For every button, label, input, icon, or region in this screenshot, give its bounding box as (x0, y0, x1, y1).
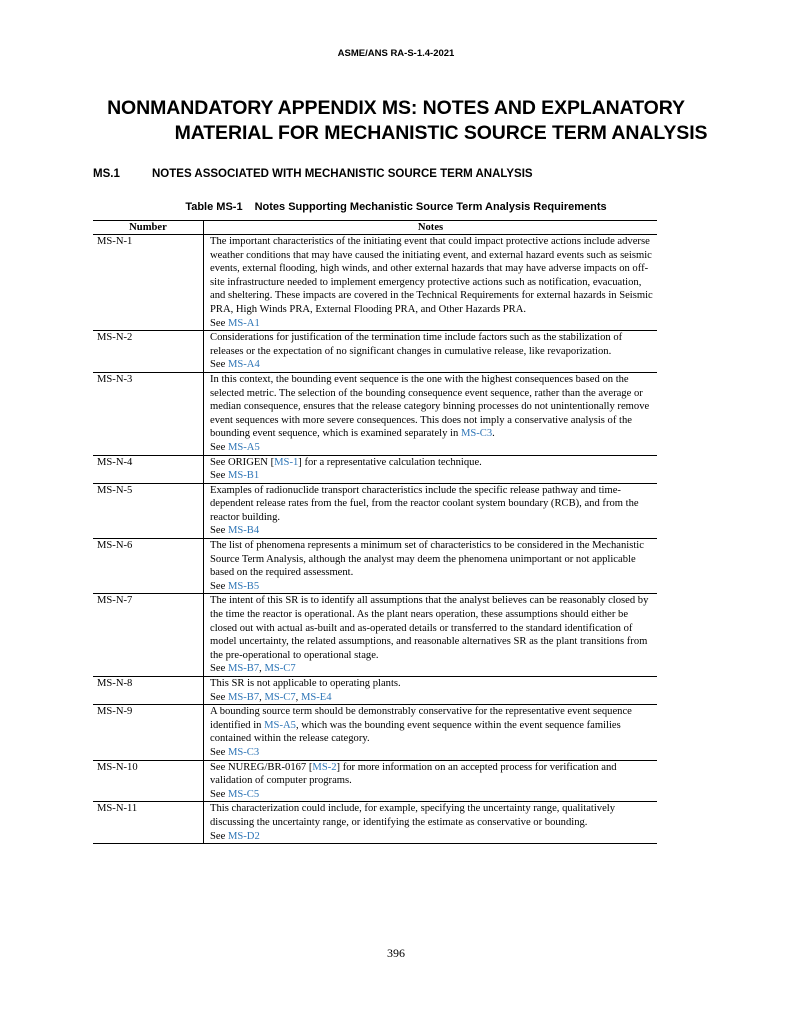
column-header-notes: Notes (204, 221, 658, 235)
see-also (210, 580, 657, 594)
note-text-segment: The important characteristics of the initiating event that could impact protective actions include adverse weather conditions that may have caused the initiating event, and external hazard events such as seismic events, external flooding, high winds, and other external hazards that may have adverse impacts on off-site infrastructure needed to implement emergency protective actions such as notification, evacuation, and sheltering. These impacts are covered in the Technical Requirements for external hazards in Seismic PRA, High Winds PRA, External Flooding PRA, and Other Hazards PRA. (210, 236, 653, 315)
requirement-reference-link[interactable]: MS-D2 (227, 830, 260, 842)
see-also (210, 317, 657, 331)
cross-reference-link[interactable]: MS-A5 (264, 719, 296, 731)
table-row (93, 594, 657, 677)
note-text-segment: In this context, the bounding event sequence is the one with the highest consequences based on the selected metric. The selection of the bounding consequence event sequence, rather than the average or median consequence, ensures that the release category binning processes do not unintentionally remove event sequences with more severe consequences. This does not imply a conservative analysis of the bounding event sequence, which is examined separately in (210, 373, 650, 440)
note-text (210, 677, 657, 691)
table-row (93, 760, 657, 802)
note-text (210, 594, 657, 662)
table-row (93, 705, 657, 760)
note-number: MS-N-5 (93, 483, 204, 538)
see-label: See (210, 830, 228, 842)
requirement-reference-link[interactable]: MS-A1 (227, 317, 260, 329)
note-number: MS-N-11 (93, 802, 204, 844)
table-row (93, 802, 657, 844)
requirement-reference-link[interactable]: MS-B1 (227, 470, 260, 482)
see-label: See (210, 788, 228, 800)
see-label: See (210, 317, 228, 329)
see-also (210, 788, 657, 802)
note-text-segment: Considerations for justification of the termination time include factors such as the stabilization of releases or the expectation of no significant changes in cumulative release, like revaporization. (210, 332, 623, 357)
note-number: MS-N-4 (93, 455, 204, 483)
note-text-segment: ] for a representative calculation technique. (298, 456, 482, 468)
see-also (210, 830, 657, 844)
note-text-segment: . (492, 428, 495, 440)
see-also (210, 358, 657, 372)
see-label: See (210, 525, 228, 537)
see-label: See (210, 470, 228, 482)
requirement-reference-link[interactable]: MS-B7 (227, 663, 260, 675)
cross-reference-link[interactable]: MS-C3 (460, 428, 493, 440)
note-text (210, 373, 657, 441)
table-row (93, 539, 657, 594)
note-number: MS-N-2 (93, 331, 204, 373)
see-also (210, 746, 657, 760)
see-also (210, 524, 657, 538)
table-caption (0, 201, 792, 213)
table-caption-title: Notes Supporting Mechanistic Source Term Analysis Requirements (254, 201, 607, 213)
note-text (210, 456, 657, 470)
note-text (210, 235, 657, 317)
note-number: MS-N-10 (93, 760, 204, 802)
note-number: MS-N-7 (93, 594, 204, 677)
see-label: See (210, 691, 228, 703)
table-caption-id: Table MS-1 (185, 201, 243, 213)
requirement-reference-link[interactable]: MS-B4 (227, 525, 260, 537)
note-number: MS-N-9 (93, 705, 204, 760)
note-cell (204, 802, 658, 844)
note-number: MS-N-1 (93, 235, 204, 331)
note-text (210, 484, 657, 525)
table-row (93, 483, 657, 538)
note-text (210, 705, 657, 746)
note-cell (204, 760, 658, 802)
note-cell (204, 331, 658, 373)
see-label: See (210, 746, 228, 758)
note-cell (204, 705, 658, 760)
note-text-segment: This SR is not applicable to operating plants. (210, 678, 401, 689)
requirement-reference-link[interactable]: MS-A5 (227, 441, 260, 453)
note-cell (204, 235, 658, 331)
appendix-title-line-2: MATERIAL FOR MECHANISTIC SOURCE TERM ANALYSIS (174, 122, 708, 144)
notes-table-body (93, 235, 657, 844)
page-number: 396 (387, 946, 405, 960)
note-text (210, 802, 657, 829)
see-also: See MS-B7, MS-C7 (210, 663, 296, 675)
note-cell (204, 677, 658, 705)
note-number: MS-N-8 (93, 677, 204, 705)
see-also (210, 441, 657, 455)
table-row (93, 331, 657, 373)
table-row (93, 677, 657, 705)
note-cell (204, 594, 658, 677)
note-text-segment: , which was the bounding event sequence within the event sequence families contained within the release category. (210, 719, 621, 745)
requirement-reference-link[interactable]: MS-A4 (227, 359, 260, 371)
column-header-number: Number (93, 221, 204, 235)
table-row (93, 235, 657, 331)
note-text-segment: See ORIGEN [ (210, 456, 275, 468)
requirement-reference-link[interactable]: MS-C7 (264, 691, 296, 703)
note-text-segment: See NUREG/BR-0167 [ (210, 761, 313, 773)
note-cell (204, 455, 658, 483)
see-label: See (210, 441, 228, 453)
note-text-segment: ] for more information on an accepted process for verification and validation of computer programs. (210, 761, 617, 787)
notes-table (93, 220, 657, 844)
note-text (210, 761, 657, 788)
requirement-reference-link[interactable]: MS-B5 (227, 580, 260, 592)
note-text-segment: The list of phenomena represents a minimum set of characteristics to be considered in the Mechanistic Source Term Analysis, although the analyst may deem the phenomena unimportant or not applicable based on the required assessment. (210, 540, 644, 579)
appendix-title-line-1: NONMANDATORY APPENDIX MS: NOTES AND EXPLANATORY (107, 97, 685, 119)
note-cell (204, 483, 658, 538)
note-text-segment: The intent of this SR is to identify all assumptions that the analyst believes can be reasonably closed by the time the reactor is operational. As the plant nears operation, these assumptions should either be closed out with actual as-built and as-operated details or transferred to the standard identification of model uncertainty, the related assumptions, and reasonable alternatives SR as the plant transitions from the pre-operational to operational stage. (210, 595, 649, 661)
section-number: MS.1 (93, 168, 120, 180)
note-cell (204, 372, 658, 455)
note-cell (204, 539, 658, 594)
see-label: See (210, 580, 228, 592)
table-header-row (93, 221, 657, 235)
requirement-reference-link[interactable]: MS-C3 (227, 746, 260, 758)
note-text-segment: This characterization could include, for example, specifying the uncertainty range, qualitatively discussing the uncertainty range, or identifying the estimate as conservative or bounding. (210, 803, 616, 828)
cross-reference-link[interactable]: MS-2 (312, 761, 337, 773)
appendix-title (40, 96, 752, 146)
see-label: See (210, 359, 228, 371)
requirement-reference-link[interactable]: MS-B7 (227, 691, 260, 703)
see-label: See (210, 663, 228, 675)
table-row (93, 455, 657, 483)
requirement-reference-link[interactable]: MS-C7 (264, 663, 296, 675)
note-number: MS-N-3 (93, 372, 204, 455)
table-row (93, 372, 657, 455)
running-header: ASME/ANS RA-S-1.4-2021 (337, 48, 455, 59)
section-heading (93, 168, 533, 180)
note-number: MS-N-6 (93, 539, 204, 594)
section-title: NOTES ASSOCIATED WITH MECHANISTIC SOURCE TERM ANALYSIS (152, 168, 533, 180)
requirement-reference-link[interactable]: MS-E4 (300, 691, 332, 703)
see-also: See MS-B7, MS-C7, MS-E4 (210, 691, 332, 703)
note-text (210, 331, 657, 358)
requirement-reference-link[interactable]: MS-C5 (227, 788, 260, 800)
note-text-segment: Examples of radionuclide transport characteristics include the specific release pathway and time-dependent release rates from the fuel, from the reactor coolant system boundary (RCB), and from the reactor building. (210, 484, 639, 523)
see-also (210, 469, 657, 483)
cross-reference-link[interactable]: MS-1 (274, 456, 299, 468)
note-text-segment: A bounding source term should be demonstrably conservative for the representative event sequence identified in (210, 706, 632, 731)
note-text (210, 539, 657, 580)
